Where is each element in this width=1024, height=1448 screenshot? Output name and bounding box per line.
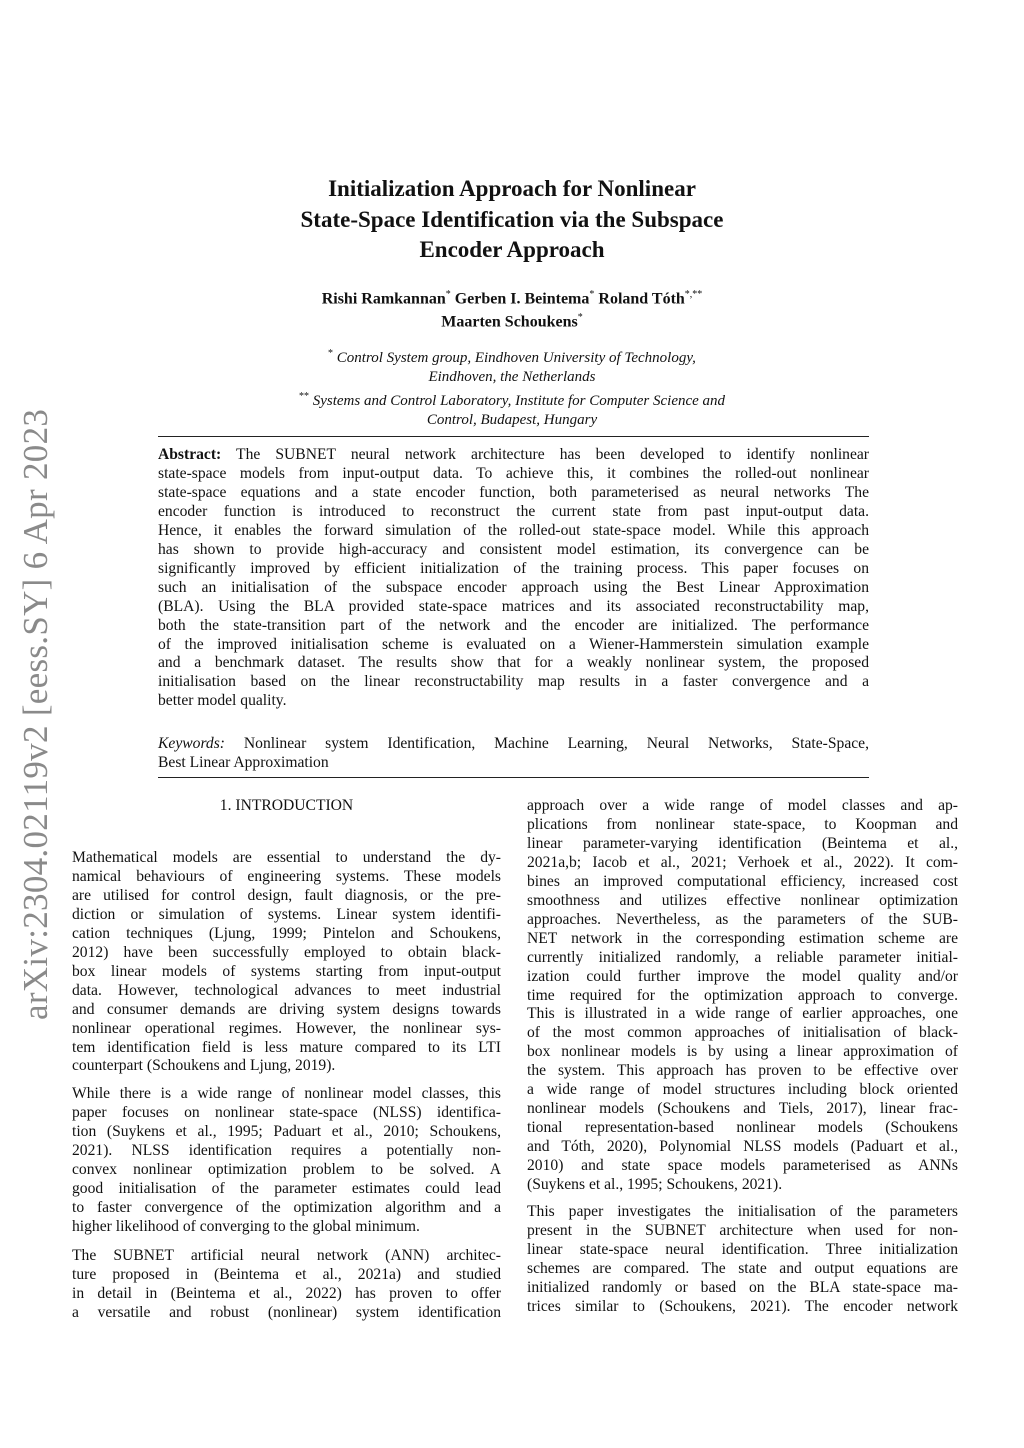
text-line: 2010) and state space models parameterised as ANNs: [527, 1157, 958, 1175]
text-line: Best Linear Approximation: [158, 753, 329, 771]
abstract-label: Abstract:: [158, 446, 222, 463]
right-column: [527, 0, 958, 1448]
text-line: has shown to provide high-accuracy and consistent model estimation, its convergence can be: [158, 540, 869, 558]
text-line: (BLA). Using the BLA provided state-space matrices and its associated reconstructability map,: [158, 597, 869, 615]
author-mark: *: [589, 289, 595, 300]
text-line: ture proposed in (Beintema et al., 2021a) and studied: [72, 1265, 501, 1283]
paragraph: [527, 1203, 958, 1317]
text-line: The SUBNET artificial neural network (ANN) architec-: [72, 1247, 501, 1264]
text-line: trices similar to (Schoukens, 2021). The encoder network: [527, 1297, 958, 1315]
author-mark: *,**: [684, 289, 703, 300]
author-mark: *: [445, 289, 451, 300]
keywords-label: Keywords:: [158, 735, 225, 752]
text-line: approaches. Nevertheless, as the parameters of the SUB-: [527, 910, 958, 928]
text-line: convex nonlinear optimization problem to be solved. A: [72, 1160, 501, 1178]
text-line: encoder function is introduced to reconstruct the current state from past input-output data.: [158, 502, 869, 520]
text-line: significantly improved by efficient initialization of the training process. This paper focuses on: [158, 559, 869, 577]
text-line: namical behaviours of engineering systems. These models: [72, 867, 501, 885]
text-line: (Suykens et al., 1995; Schoukens, 2021).: [527, 1176, 783, 1194]
title-line: State-Space Identification via the Subspace: [300, 206, 724, 232]
title-line: Initialization Approach for Nonlinear: [328, 176, 696, 201]
text-line: nonlinear operational regimes. However, the nonlinear sys-: [72, 1019, 501, 1037]
text-line: tional representation-based nonlinear models (Schoukens: [527, 1119, 958, 1137]
text-line: higher likelihood of converging to the global minimum.: [72, 1217, 420, 1235]
text-line: Mathematical models are essential to understand the dy-: [72, 849, 501, 866]
text-line: approach over a wide range of model classes and ap-: [527, 797, 958, 814]
text-line: linear parameter-varying identification (Beintema et al.,: [527, 834, 958, 852]
text-line: plications from nonlinear state-space, to Koopman and: [527, 815, 958, 833]
text-line: of the improved initialisation scheme is evaluated on a Wiener-Hammerstein simulation example: [158, 635, 869, 653]
author-name: Rishi Ramkannan: [321, 290, 446, 308]
text-line: good initialisation of the parameter estimates could lead: [72, 1179, 501, 1197]
text-line: better model quality.: [158, 692, 287, 710]
text-line: of the most common approaches of initialisation of black-: [527, 1024, 958, 1042]
text-line: linear state-space neural identification. Three initialization: [527, 1240, 958, 1258]
title-line: Encoder Approach: [419, 237, 605, 262]
paragraph: [72, 1247, 501, 1323]
text-line: nonlinear models (Schoukens and Tiels, 2017), linear frac-: [527, 1100, 958, 1118]
text-line: initialized randomly or based on the BLA state-space ma-: [527, 1278, 958, 1296]
left-column: [72, 0, 501, 1448]
text-line: time required for the optimization approach to converge.: [527, 986, 958, 1004]
text-line: both the state-transition part of the network and the encoder are initialized. The performance: [158, 616, 869, 634]
paragraph: [72, 849, 501, 1076]
affiliation-line: Control System group, Eindhoven University of Technology,: [336, 350, 696, 366]
author-name: Roland Tóth: [598, 290, 685, 308]
paragraph: [527, 797, 958, 1195]
text-line: a versatile and robust (nonlinear) system identification: [72, 1303, 501, 1321]
text-line: This is illustrated in a wide range of earlier approaches, one: [527, 1005, 958, 1023]
author-name: Gerben I. Beintema: [454, 290, 590, 308]
section-heading: 1. INTRODUCTION: [219, 797, 354, 814]
text-line: cation techniques (Ljung, 1999; Pintelon and Schoukens,: [72, 924, 501, 942]
author-name: Maarten Schoukens: [441, 313, 578, 331]
author-mark: *: [577, 312, 583, 324]
text-line: the system. This approach has proven to be effective over: [527, 1062, 958, 1080]
affiliation-line: Control, Budapest, Hungary: [426, 412, 598, 428]
text-line: such an initialisation of the subspace encoder approach using the Best Linear Approximation: [158, 578, 869, 596]
text-line: data. However, technological advances to meet industrial: [72, 981, 501, 999]
text-line: box nonlinear models is by using a linear approximation of: [527, 1043, 958, 1061]
paragraph: [72, 1085, 501, 1237]
text-line: The SUBNET neural network architecture has been developed to identify nonlinear: [221, 446, 869, 463]
text-line: smoothness and utilizes effective nonlinear optimization: [527, 891, 958, 909]
text-line: bines an improved computational efficiency, increased cost: [527, 872, 958, 890]
text-line: NET network in the corresponding estimation scheme are: [527, 929, 958, 947]
text-line: counterpart (Schoukens and Ljung, 2019).: [72, 1057, 336, 1075]
text-line: schemes are compared. The state and output equations are: [527, 1259, 958, 1277]
text-line: state-space models from input-output data. To achieve this, it combines the rolled-out nonlinear: [158, 464, 869, 482]
text-line: This paper investigates the initialisation of the parameters: [527, 1203, 958, 1220]
text-line: paper focuses on nonlinear state-space (NLSS) identifica-: [72, 1103, 501, 1121]
text-line: tem identification field is less mature compared to its LTI: [72, 1038, 501, 1056]
affiliation-line: Systems and Control Laboratory, Institute for Computer Science and: [312, 393, 726, 409]
text-line: currently initialized randomly, a reliable parameter initial-: [527, 948, 958, 966]
text-line: initialisation based on the linear reconstructability map results in a faster convergence and a: [158, 673, 869, 691]
text-line: to faster convergence of the optimization algorithm and a: [72, 1198, 501, 1216]
affiliation-mark: *: [328, 348, 334, 359]
text-line: diction or simulation of systems. Linear system identifi-: [72, 905, 501, 923]
text-line: box linear models of systems starting from input-output: [72, 962, 501, 980]
text-line: are utilised for control design, fault diagnosis, or the pre-: [72, 886, 501, 904]
text-line: 2021). NLSS identification requires a potentially non-: [72, 1141, 501, 1159]
text-line: 2021a,b; Iacob et al., 2021; Verhoek et al., 2022). It com-: [527, 853, 958, 871]
text-line: ization could further improve the model quality and/or: [527, 967, 958, 985]
text-line: 2012) have been successfully employed to obtain black-: [72, 943, 501, 961]
text-line: tion (Suykens et al., 1995; Paduart et al., 2010; Schoukens,: [72, 1122, 501, 1140]
text-line: in detail in (Beintema et al., 2022) has proven to offer: [72, 1284, 501, 1302]
text-line: state-space equations and a state encoder function, both parameterised as neural networks The: [158, 483, 869, 501]
text-line: and Tóth, 2020), Polynomial NLSS models (Paduart et al.,: [527, 1138, 958, 1156]
text-line: Hence, it enables the forward simulation of the rolled-out state-space model. While this approach: [158, 521, 869, 539]
text-line: and consumer demands are driving system designs towards: [72, 1000, 501, 1018]
text-line: and a benchmark dataset. The results show that for a weakly nonlinear system, the proposed: [158, 654, 869, 672]
text-line: While there is a wide range of nonlinear model classes, this: [72, 1085, 501, 1102]
affiliation-line: Eindhoven, the Netherlands: [428, 369, 596, 385]
affiliation-mark: **: [298, 391, 309, 402]
arxiv-stamp: arXiv:2304.02119v2 [eess.SY] 6 Apr 2023: [16, 408, 55, 1020]
text-line: a wide range of model structures including block oriented: [527, 1081, 958, 1099]
text-line: present in the SUBNET architecture when used for non-: [527, 1221, 958, 1239]
text-line: Nonlinear system Identification, Machine Learning, Neural Networks, State-Space,: [225, 735, 869, 752]
